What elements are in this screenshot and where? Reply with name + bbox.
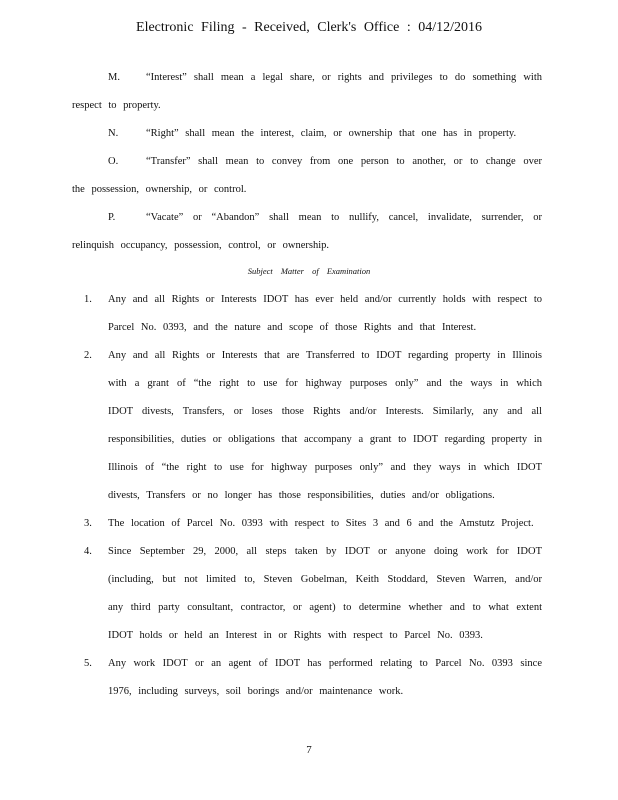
list-item bbox=[84, 286, 542, 342]
definition-letter: P. bbox=[108, 212, 116, 223]
examination-list bbox=[84, 286, 542, 706]
definition-text: “Transfer” shall mean to convey from one person to another, or to change over the possession, ownership, or control. bbox=[72, 156, 542, 195]
definition-text: “Interest” shall mean a legal share, or rights and privileges to do something with respect to property. bbox=[72, 72, 542, 111]
list-item bbox=[84, 342, 542, 510]
filing-header: Electronic Filing - Received, Clerk's Office : 04/12/2016 bbox=[136, 20, 482, 35]
item-number: 5. bbox=[84, 658, 92, 669]
definition-text: “Vacate” or “Abandon” shall mean to nullify, cancel, invalidate, surrender, or relinquish occupancy, possession, control, or ownership. bbox=[72, 212, 542, 251]
list-item bbox=[84, 650, 542, 706]
definition-m bbox=[72, 64, 542, 120]
definition-letter: O. bbox=[108, 156, 119, 167]
page-number: 7 bbox=[306, 744, 312, 756]
definition-letter: N. bbox=[108, 128, 119, 139]
list-item bbox=[84, 510, 542, 538]
item-text: Since September 29, 2000, all steps taken by IDOT or anyone doing work for IDOT (including, but not limited to, Steven Gobelman, Keith Stoddard, Steven Warren, and/or any third party consultant, contractor, or agent) to determine whether and to what extent IDOT holds or held an Interest in or Rights with respect to Parcel No. 0393. bbox=[108, 546, 542, 641]
item-text: Any and all Rights or Interests that are Transferred to IDOT regarding property in Illinois with a grant of “the right to use for highway purposes only” and the ways in which IDOT divests, Transfers, or loses those Rights and/or Interests. Similarly, any and all responsibilities, duties or obligations that accompany a grant to IDOT regarding property in Illinois of “the right to use for highway purposes only” and they ways in which IDOT divests, Transfers or no longer has those responsibilities, duties and/or obligations. bbox=[108, 350, 542, 501]
item-number: 1. bbox=[84, 294, 92, 305]
item-text: The location of Parcel No. 0393 with respect to Sites 3 and 6 and the Amstutz Project. bbox=[108, 518, 534, 529]
subject-heading: Subject Matter of Examination bbox=[247, 266, 371, 276]
item-text: Any work IDOT or an agent of IDOT has performed relating to Parcel No. 0393 since 1976, including surveys, soil borings and/or maintenance work. bbox=[108, 658, 542, 697]
item-number: 3. bbox=[84, 518, 92, 529]
item-text: Any and all Rights or Interests IDOT has ever held and/or currently holds with respect to Parcel No. 0393, and the nature and scope of those Rights and that Interest. bbox=[108, 294, 542, 333]
list-item bbox=[84, 538, 542, 650]
definition-n bbox=[72, 120, 542, 148]
item-number: 4. bbox=[84, 546, 92, 557]
definition-p bbox=[72, 204, 542, 260]
definition-letter: M. bbox=[108, 72, 120, 83]
definition-text: “Right” shall mean the interest, claim, or ownership that one has in property. bbox=[146, 128, 517, 139]
definition-o bbox=[72, 148, 542, 204]
item-number: 2. bbox=[84, 350, 92, 361]
